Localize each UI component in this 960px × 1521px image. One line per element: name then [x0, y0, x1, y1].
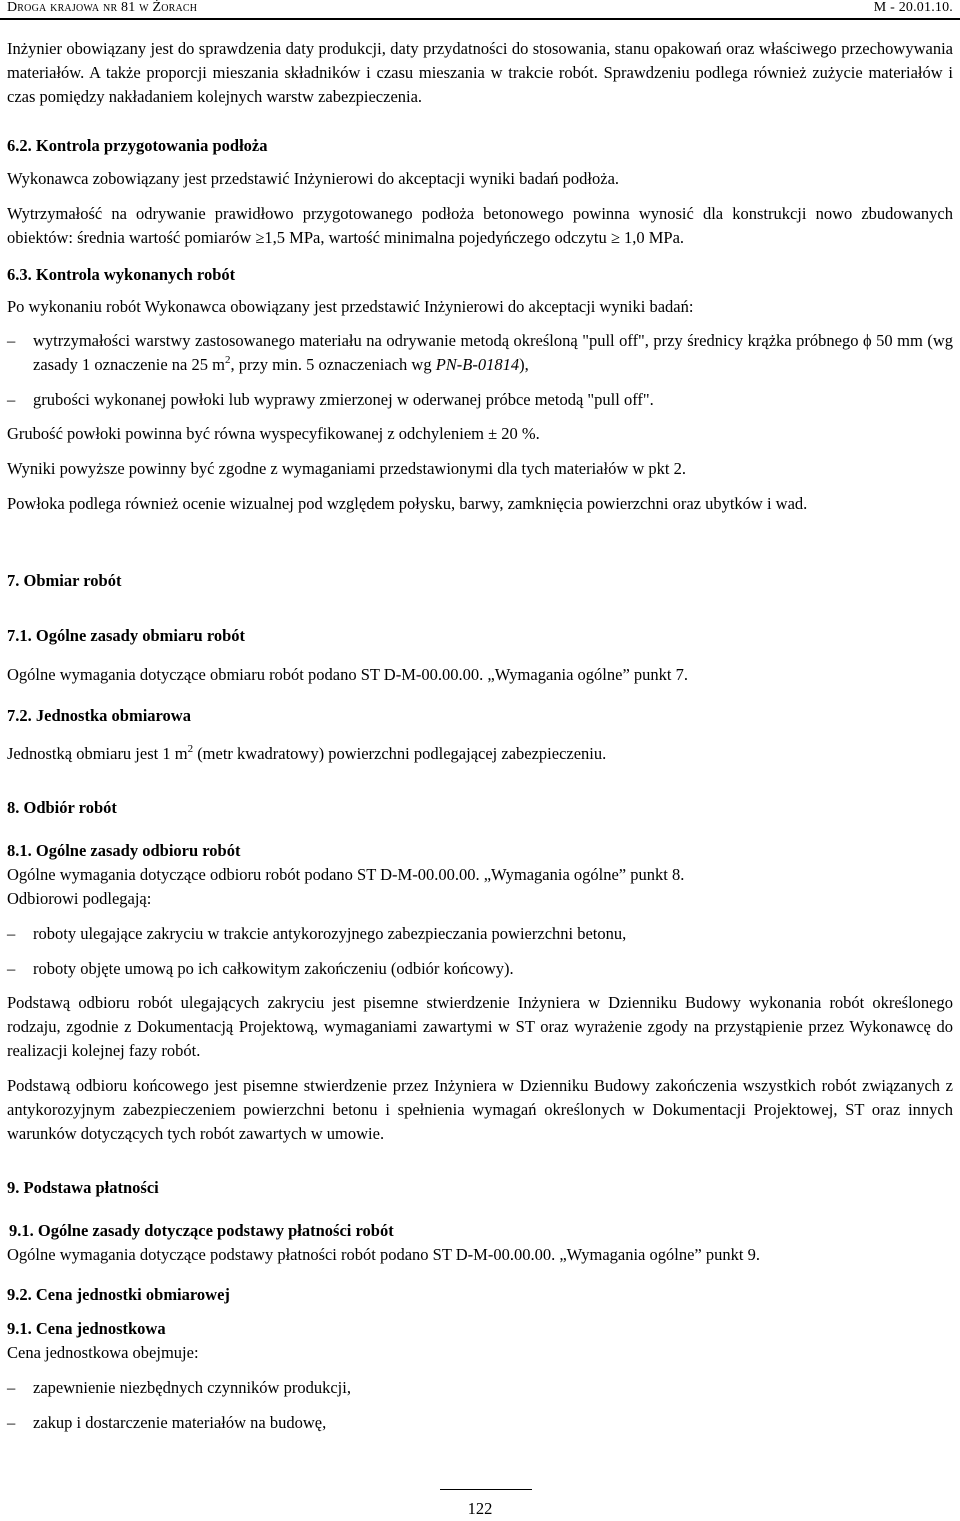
footer-rule — [440, 1489, 532, 1490]
section-heading-7-1: 7.1. Ogólne zasady obmiaru robót — [7, 626, 246, 645]
list-item: – zakup i dostarczenie materiałów na budowę, — [7, 1411, 953, 1435]
header-title: Droga krajowa nr 81 w Żorach — [7, 0, 198, 15]
list-item: – zapewnienie niezbędnych czynników produkcji, — [7, 1376, 953, 1400]
paragraph: Po wykonaniu robót Wykonawca obowiązany jest przedstawić Inżynierowi do akceptacji wyniki badań: — [7, 297, 694, 316]
section-heading-9-2: 9.2. Cena jednostki obmiarowej — [7, 1285, 230, 1304]
list-item: – wytrzymałości warstwy zastosowanego materiału na odrywanie metodą określoną "pull off", przy średnicy krążka próbnego ϕ 50 mm (wg zasady 1 oznaczenie na 25 $m^2$, przy min. 5 oznaczeniach wg PN-B-01814), — [7, 331, 953, 374]
list-item: – roboty objęte umową po ich całkowitym zakończeniu (odbiór końcowy). — [7, 957, 953, 981]
paragraph: Ogólne wymagania dotyczące podstawy płatności robót podano ST D-M-00.00.00. „Wymagania ogólne” punkt 9. — [7, 1245, 760, 1264]
paragraph: Powłoka podlega również ocenie wizualnej pod względem połysku, barwy, zamknięcia powierzchni oraz ubytków i wad. — [7, 494, 808, 513]
section-heading-7: 7. Obmiar robót — [7, 571, 122, 590]
section-heading-9-1: 9.1. Ogólne zasady dotyczące podstawy płatności robót — [9, 1221, 394, 1240]
paragraph: Wykonawca zobowiązany jest przedstawić Inżynierowi do akceptacji wyniki badań podłoża. — [7, 169, 620, 188]
list-item: – grubości wykonanej powłoki lub wyprawy zmierzonej w oderwanej próbce metodą "pull off". — [7, 388, 953, 412]
paragraph: Inżynier obowiązany jest do sprawdzenia daty produkcji, daty przydatności do stosowania, stanu opakowań oraz właściwego przechowywania materiałów. A także proporcji mieszania składników i czasu mieszania w trakcie robót. Sprawdzeniu podlega również zużycie materiałów i czas pomiędzy nakładaniem kolejnych warstw zabezpieczenia. — [7, 39, 953, 106]
paragraph: Cena jednostkowa obejmuje: — [7, 1343, 199, 1362]
section-heading-9: 9. Podstawa płatności — [7, 1178, 159, 1197]
paragraph: Grubość powłoki powinna być równa wyspecyfikowanej z odchyleniem ± 20 %. — [7, 424, 540, 443]
dash-bullet: – — [7, 1378, 16, 1397]
dash-bullet: – — [7, 390, 16, 409]
header-rule — [0, 18, 960, 20]
paragraph: Odbiorowi podlegają: — [7, 889, 152, 908]
page-number: 122 — [467, 1499, 493, 1518]
section-heading-9-1b: 9.1. Cena jednostkowa — [7, 1319, 166, 1338]
dash-bullet: – — [7, 1413, 16, 1432]
section-heading-6-2: 6.2. Kontrola przygotowania podłoża — [7, 136, 268, 155]
running-header — [7, 0, 953, 16]
paragraph: Podstawą odbioru końcowego jest pisemne stwierdzenie przez Inżyniera w Dzienniku Budowy zakończenia wszystkich robót związanych z antykorozyjnym zabezpieczeniem powierzchni betonu i spełnienia wymagań określonych w Dokumentacji Projektowej, ST oraz innych warunków dotyczących tych robót zawartych w umowie. — [7, 1076, 953, 1143]
dash-bullet: – — [7, 331, 16, 350]
paragraph: Wyniki powyższe powinny być zgodne z wymaganiami przedstawionymi dla tych materiałów w pkt 2. — [7, 459, 686, 478]
dash-bullet: – — [7, 959, 16, 978]
header-code: M - 20.01.10. — [873, 0, 953, 15]
section-heading-6-3: 6.3. Kontrola wykonanych robót — [7, 265, 236, 284]
paragraph: Wytrzymałość na odrywanie prawidłowo przygotowanego podłoża betonowego powinna wynosić dla konstrukcji nowo zbudowanych obiektów: średnia wartość pomiarów ≥1,5 MPa, wartość minimalna pojedyńczego odczytu ≥ 1,0 MPa. — [7, 204, 953, 247]
paragraph: Ogólne wymagania dotyczące odbioru robót podano ST D-M-00.00.00. „Wymagania ogólne” punkt 8. — [7, 865, 685, 884]
paragraph: Ogólne wymagania dotyczące obmiaru robót podano ST D-M-00.00.00. „Wymagania ogólne” punkt 7. — [7, 665, 688, 684]
dash-bullet: – — [7, 924, 16, 943]
section-heading-8-1: 8.1. Ogólne zasady odbioru robót — [7, 841, 241, 860]
section-heading-7-2: 7.2. Jednostka obmiarowa — [7, 706, 191, 725]
section-heading-8: 8. Odbiór robót — [7, 798, 117, 817]
list-item: – roboty ulegające zakryciu w trakcie antykorozyjnego zabezpieczania powierzchni betonu, — [7, 922, 953, 946]
paragraph: Jednostką obmiaru jest 1 $m^2$ (metr kwadratowy) powierzchni podlegającej zabezpieczeniu. — [7, 743, 607, 763]
paragraph: Podstawą odbioru robót ulegających zakryciu jest pisemne stwierdzenie Inżyniera w Dzienniku Budowy wykonania robót określonego rodzaju, zgodnie z Dokumentacją Projektową, wymaganiami zawartymi w ST oraz wyrażenie zgody na przystąpienie przez Wykonawcę do realizacji kolejnej fazy robót. — [7, 993, 953, 1060]
